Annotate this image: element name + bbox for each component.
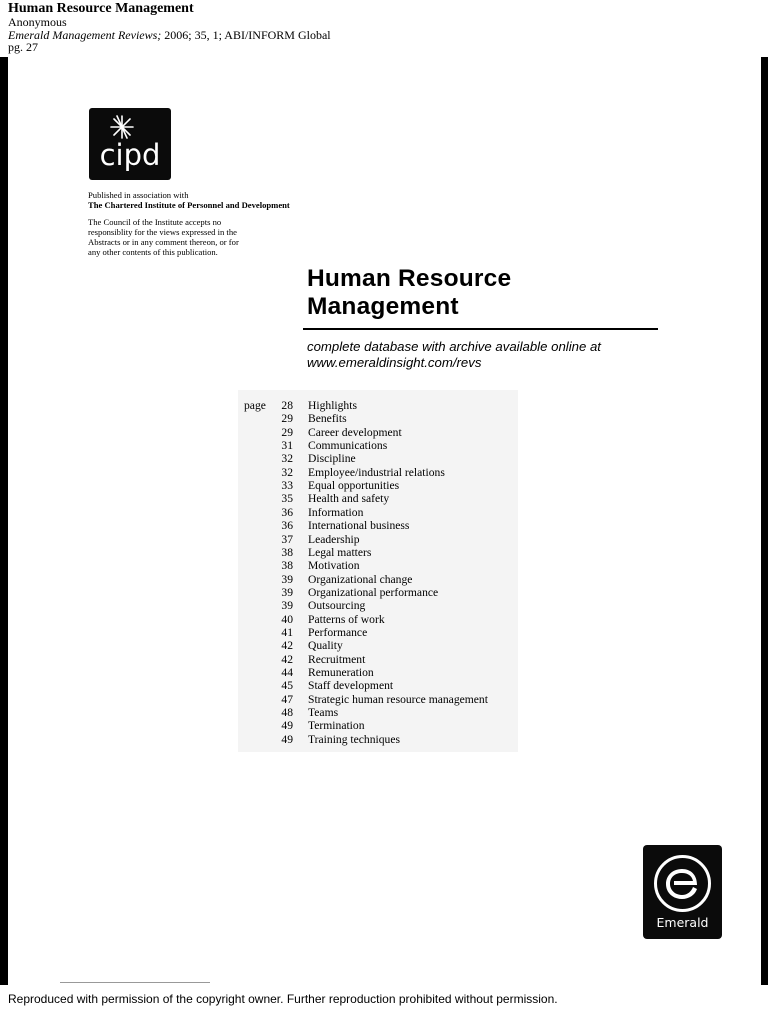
toc-page-number: 32 bbox=[281, 452, 293, 466]
cipd-logo bbox=[89, 108, 171, 180]
toc-page-number: 44 bbox=[281, 666, 293, 679]
toc-page-number: 42 bbox=[281, 639, 293, 653]
online-line-1: complete database with archive available online at bbox=[307, 339, 601, 354]
toc-topic: Career development bbox=[308, 425, 402, 439]
toc-page-label: page bbox=[244, 399, 266, 412]
toc-page-number: 33 bbox=[281, 479, 293, 493]
journal-name: Emerald Management Reviews; bbox=[8, 27, 162, 42]
toc-entry bbox=[238, 693, 518, 706]
toc-page-number: 39 bbox=[281, 585, 293, 599]
toc-topic: Recruitment bbox=[308, 652, 366, 666]
toc-page-number: 41 bbox=[281, 625, 293, 639]
toc-page-number: 38 bbox=[281, 545, 293, 559]
toc-topic: Benefits bbox=[308, 412, 347, 426]
toc-page-number: 39 bbox=[281, 599, 293, 613]
toc-page-number: 28 bbox=[281, 399, 293, 412]
toc-entry bbox=[238, 559, 518, 572]
toc-entry bbox=[238, 679, 518, 692]
toc-entry bbox=[238, 426, 518, 439]
citation-line bbox=[8, 29, 748, 42]
cipd-logo-text: cipd bbox=[99, 138, 161, 172]
toc-page-number: 49 bbox=[281, 719, 293, 733]
online-url: www.emeraldinsight.com/revs bbox=[307, 355, 482, 370]
toc-page-number: 49 bbox=[281, 732, 293, 746]
toc-entry bbox=[238, 719, 518, 732]
toc-page-number: 29 bbox=[281, 412, 293, 426]
toc-entry bbox=[238, 492, 518, 505]
cipd-star-icon bbox=[109, 114, 135, 140]
toc-topic: Motivation bbox=[308, 559, 360, 573]
title-divider bbox=[303, 328, 658, 330]
disclaimer-text bbox=[88, 217, 288, 257]
toc-topic: International business bbox=[308, 519, 410, 533]
document-title: Human Resource Management bbox=[8, 1, 194, 16]
page-title bbox=[307, 265, 511, 321]
citation-details: 2006; 35, 1; ABI/INFORM Global bbox=[161, 27, 331, 42]
toc-topic: Patterns of work bbox=[308, 612, 385, 626]
online-availability bbox=[307, 339, 601, 371]
institute-name: The Chartered Institute of Personnel and Development bbox=[88, 199, 290, 210]
toc-entry bbox=[238, 399, 518, 412]
scan-edge-bottom bbox=[60, 982, 210, 983]
toc-topic: Discipline bbox=[308, 452, 356, 466]
toc-page-number: 36 bbox=[281, 519, 293, 533]
toc-topic: Information bbox=[308, 505, 364, 519]
toc-entry bbox=[238, 533, 518, 546]
toc-topic: Outsourcing bbox=[308, 599, 366, 613]
toc-entry bbox=[238, 586, 518, 599]
toc-entry bbox=[238, 466, 518, 479]
toc-topic: Organizational performance bbox=[308, 585, 439, 599]
toc-page-number: 40 bbox=[281, 612, 293, 626]
toc-topic: Highlights bbox=[308, 399, 357, 412]
toc-topic: Organizational change bbox=[308, 572, 413, 586]
toc-entry bbox=[238, 706, 518, 719]
association-line: Published in association with bbox=[88, 190, 189, 200]
toc-entry bbox=[238, 666, 518, 679]
toc-topic: Teams bbox=[308, 706, 339, 720]
toc-entry bbox=[238, 452, 518, 465]
document-header bbox=[8, 1, 748, 54]
toc-page-number: 47 bbox=[281, 692, 293, 706]
toc-entry bbox=[238, 653, 518, 666]
toc-entry bbox=[238, 639, 518, 652]
scan-edge-right bbox=[761, 57, 768, 985]
toc-entry bbox=[238, 599, 518, 612]
disclaimer-line: Abstracts or in any comment thereon, or for bbox=[88, 237, 239, 247]
toc-entry bbox=[238, 573, 518, 586]
copyright-footer: Reproduced with permission of the copyright owner. Further reproduction prohibited without permission. bbox=[8, 992, 558, 1006]
page-reference: pg. 27 bbox=[8, 40, 38, 54]
emerald-logo bbox=[643, 845, 722, 939]
toc-topic: Remuneration bbox=[308, 666, 374, 679]
title-line-1: Human Resource bbox=[307, 265, 512, 292]
author-line: Anonymous bbox=[8, 15, 67, 29]
toc-topic: Leadership bbox=[308, 532, 360, 546]
toc-entry bbox=[238, 479, 518, 492]
toc-topic: Legal matters bbox=[308, 545, 372, 559]
toc-entry bbox=[238, 546, 518, 559]
toc-page-number: 48 bbox=[281, 706, 293, 720]
toc-page-number: 31 bbox=[281, 439, 293, 453]
toc-page-number: 37 bbox=[281, 532, 293, 546]
toc-entry bbox=[238, 733, 518, 746]
toc-entry bbox=[238, 412, 518, 425]
toc-topic: Training techniques bbox=[308, 732, 400, 746]
disclaimer-line: responsiblity for the views expressed in the bbox=[88, 227, 237, 237]
toc-topic: Health and safety bbox=[308, 492, 390, 506]
association-note bbox=[88, 191, 290, 210]
toc-entry bbox=[238, 626, 518, 639]
toc-page-number: 35 bbox=[281, 492, 293, 506]
emerald-logo-text: Emerald bbox=[656, 915, 709, 930]
scanned-page bbox=[0, 57, 768, 985]
toc-entry bbox=[238, 506, 518, 519]
toc-entry bbox=[238, 613, 518, 626]
scan-edge-left bbox=[0, 57, 8, 985]
toc-topic: Quality bbox=[308, 639, 343, 653]
toc-page-number: 42 bbox=[281, 652, 293, 666]
toc-topic: Termination bbox=[308, 719, 365, 733]
toc-topic: Employee/industrial relations bbox=[308, 465, 445, 479]
toc-page-number: 36 bbox=[281, 505, 293, 519]
toc-entry bbox=[238, 439, 518, 452]
emerald-e-icon bbox=[652, 853, 713, 914]
toc-page-number: 38 bbox=[281, 559, 293, 573]
disclaimer-line: any other contents of this publication. bbox=[88, 247, 218, 257]
toc-page-number: 45 bbox=[281, 679, 293, 693]
table-of-contents bbox=[238, 390, 518, 752]
toc-topic: Equal opportunities bbox=[308, 479, 400, 493]
toc-entry bbox=[238, 519, 518, 532]
toc-topic: Strategic human resource management bbox=[308, 692, 488, 706]
toc-topic: Performance bbox=[308, 625, 368, 639]
toc-page-number: 39 bbox=[281, 572, 293, 586]
toc-topic: Communications bbox=[308, 439, 388, 453]
disclaimer-line: The Council of the Institute accepts no bbox=[88, 217, 222, 227]
toc-page-number: 29 bbox=[281, 425, 293, 439]
title-line-2: Management bbox=[307, 293, 459, 320]
toc-page-number: 32 bbox=[281, 465, 293, 479]
toc-topic: Staff development bbox=[308, 679, 394, 693]
